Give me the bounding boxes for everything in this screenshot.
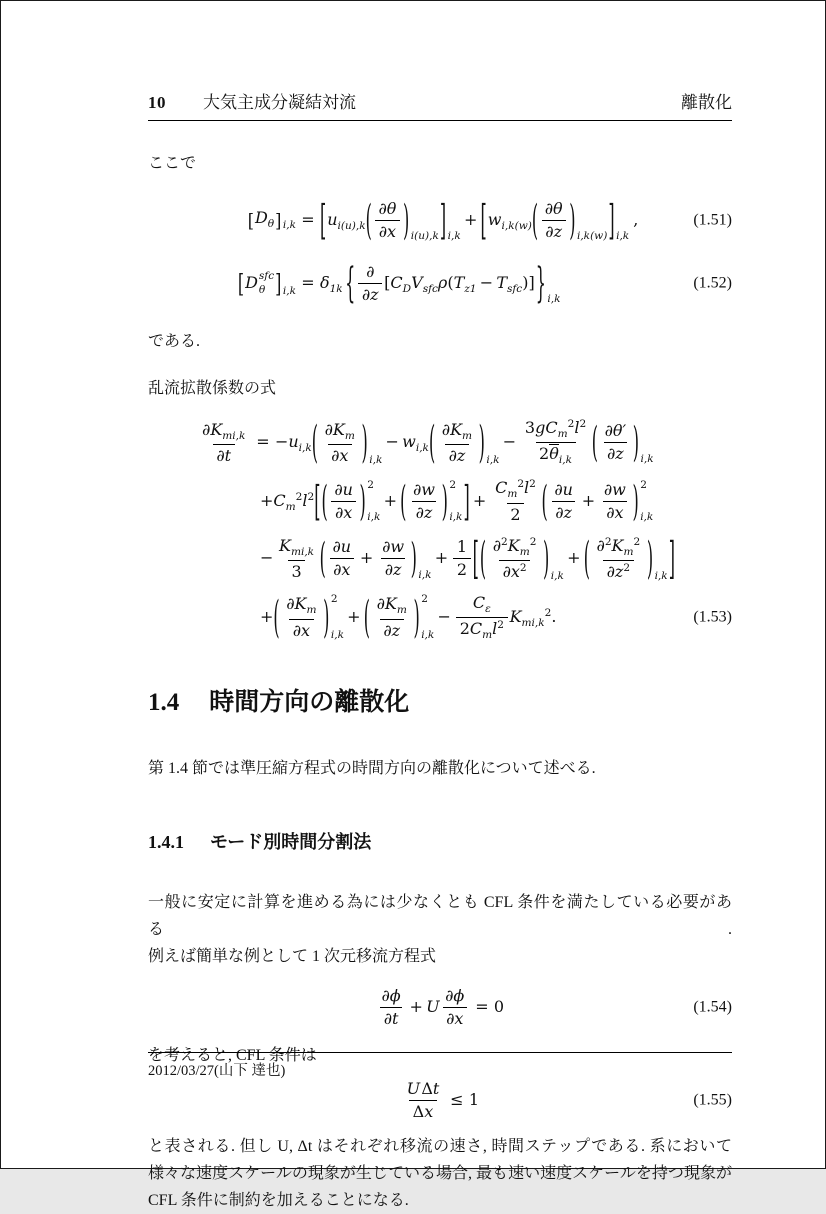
paragraph-kokode: ここで: [148, 155, 197, 172]
page-footer: [148, 1052, 732, 1080]
equation-151-rhs: [ $u_{i(u),k}$ ( $\frac{\partial\theta}{\partial x}$ ) i(u),k ] i,k + [ $w_{i,k(w)}$ ( $\frac{\partial\theta}{\partial z}$ ) i,k(w) ] i,k ,: [319, 195, 639, 244]
paragraph-consider: を考えると, CFL 条件は: [148, 1047, 317, 1065]
equation-153-rhs4: + ( $\frac{\partial K_m}{\partial x}$ ) 2 i,k + ( $\frac{\partial K_m}{\partial z}$ ) 2 i,k − $C_\varepsilon$ $2C_ml^2$ $K_{mi,k}^2$.: [260, 590, 557, 643]
equals-sign: =: [256, 432, 270, 452]
paragraph-cfl-constraint: [148, 1133, 732, 1214]
subsection-heading-1-4-1: [148, 828, 732, 854]
equation-154: [148, 986, 732, 1029]
equation-153-line4: [148, 590, 732, 643]
equation-154-body: $\frac{\partial\phi}{\partial t}$ + U $\frac{\partial\phi}{\partial x}$ = 0: [381, 986, 505, 1029]
equation-155: [148, 1079, 732, 1122]
page-header: [148, 88, 732, 121]
header-title-left: 大気主成分凝結対流: [203, 93, 356, 112]
section-heading-1-4: [148, 682, 732, 718]
equation-number-151: (1.51): [693, 211, 732, 229]
section-paragraph: 第 1.4 節では準圧縮方程式の時間方向の離散化について述べる.: [148, 760, 596, 778]
subsection-title: モード別時間分割法: [210, 832, 372, 853]
equation-153-rhs2: $+C_m^2l^2$ [ ( $\frac{\partial u}{\partial x}$ ) 2 i,k + ( $\frac{\partial w}{\partial z}$ ) 2 i,k ] + $\frac{C_m^2l^2}{2}$ ( $\frac{\partial u}{\partial z}$ + $\frac{\partial w}{\partial x}$ ) 2 i,k: [260, 476, 654, 525]
section-number: 1.4: [148, 689, 180, 717]
equals-sign: =: [301, 273, 315, 292]
equation-151: [148, 195, 732, 244]
equation-155-body: UΔt Δx ≤ 1: [406, 1079, 480, 1122]
paragraph-dearu: である.: [148, 333, 201, 350]
text-line: CFL 条件に制約を加えることになる.: [148, 1192, 409, 1210]
header-title-right: 離散化: [681, 93, 732, 112]
section-title: 時間方向の離散化: [209, 688, 410, 717]
equation-number-153: (1.53): [693, 608, 732, 626]
equation-153-lhs: $\partial K_{mi,k}$ ∂t: [202, 419, 246, 465]
text-line: 一般に安定に計算を進める為には少なくとも CFL 条件を満たしている必要がある.: [148, 894, 732, 939]
equation-152-rhs: $\delta_{1k}$ { ∂ ∂z $[C_DV_{sfc}\rho(T_{z1} - T_{sfc})]$ } i,k: [319, 258, 561, 307]
equation-153-rhs3: − $K_{mi,k}$ 3 ( $\frac{\partial u}{\partial x}$ + $\frac{\partial w}{\partial z}$ ) i,k + $\frac{1}{2}$ [ ( $\frac{\partial^2K_m^2}{\partial x^2}$ ) i,k + ( $\frac{\partial^2K_m^2}{\partial z^2}$ ) i,k ]: [260, 531, 675, 584]
text-line: と表される. 但し U, Δt はそれぞれ移流の速さ, 時間ステップである. 系において: [148, 1138, 732, 1156]
equation-number-154: (1.54): [693, 998, 732, 1016]
paragraph-cfl-intro: [148, 889, 732, 970]
subsection-number: 1.4.1: [148, 832, 184, 853]
page-number: 10: [148, 93, 166, 112]
label-turbulent-diffusion: 乱流拡散係数の式: [148, 380, 277, 397]
equals-sign: =: [301, 210, 315, 229]
text-line: 例えば簡単な例として 1 次元移流方程式: [148, 948, 437, 966]
text-line: 様々な速度スケールの現象が生じている場合, 最も速い速度スケールを持つ現象が: [148, 1165, 732, 1183]
equation-number-155: (1.55): [693, 1091, 732, 1109]
equation-153-line2: [148, 478, 732, 524]
equation-number-152: (1.52): [693, 274, 732, 292]
equation-151-lhs: [ $D_\theta$ ] i,k: [247, 208, 296, 232]
equation-153-line3: [148, 531, 732, 584]
page-content: [148, 1, 732, 1214]
equation-153-rhs1: $-u_{i,k}$ ( $\frac{\partial K_m}{\partial x}$ ) i,k − $w_{i,k}$ ( $\frac{\partial K_m}{\partial z}$ ) i,k − $3gC_m^2l^2$ $2\theta_{i,k}$ ( $\frac{\partial\theta'}{\partial z}$ ) i,k: [274, 415, 654, 468]
equation-152-lhs: [ D sfc θ ] i,k: [237, 268, 296, 298]
footer-date-author: 2012/03/27(山下 達也): [148, 1063, 286, 1079]
equation-152: [148, 258, 732, 307]
equation-153-line1: [148, 415, 732, 468]
